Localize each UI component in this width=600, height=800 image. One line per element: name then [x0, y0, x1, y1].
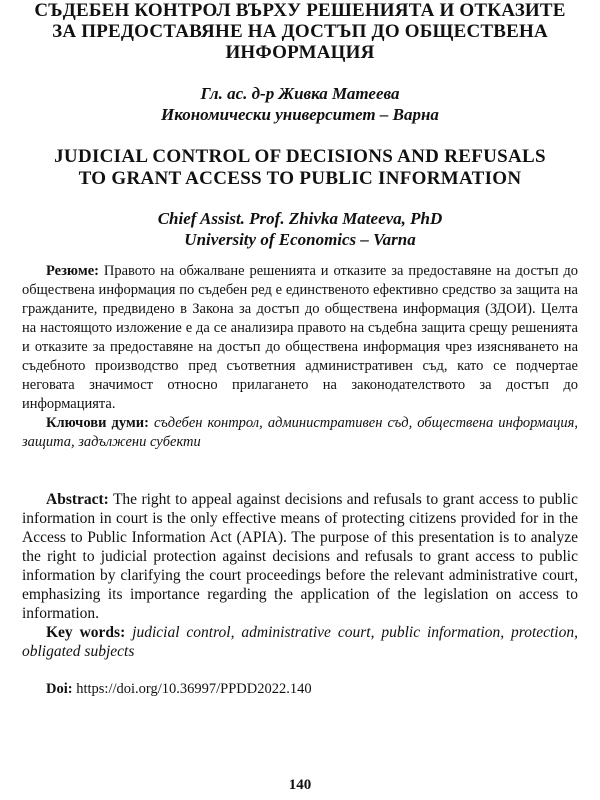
english-title-line: JUDICIAL CONTROL OF DECISIONS AND REFUSALS [54, 146, 546, 167]
doi-label: Doi: [46, 681, 73, 697]
bulgarian-author-affiliation: Икономически университет – Варна [161, 105, 439, 124]
english-abstract-label: Abstract: [46, 491, 109, 508]
english-author-affiliation: University of Economics – Varna [184, 230, 416, 249]
bulgarian-abstract-paragraph [22, 262, 578, 414]
english-title [10, 146, 590, 190]
bulgarian-abstract [22, 262, 578, 452]
bulgarian-author-block [10, 83, 590, 125]
bulgarian-keywords-label: Ключови думи: [46, 415, 149, 431]
bulgarian-keywords-text: съдебен контрол, административен съд, обществена информация, защита, задължени субекти [22, 415, 578, 450]
english-abstract-text: The right to appeal against decisions and refusals to grant access to public information in court is the only effective means of protecting citizens provided for in the Access to Public Information Act (APIA). The purpose of this presentation is to analyze the right to judicial protection against decisions and refusals to grant access to public information by clarifying the court proceedings before the relevant administrative court, emphasizing its importance regarding the application of the legislation on access to information. [22, 491, 578, 622]
bulgarian-abstract-text: Правото на обжалване решенията и отказите за предоставяне на достъп до обществена информация по съдебен ред е единственото ефективно средство за защита на гражданите, предвидено в Закона за достъп до обществена информация (ЗДОИ). Целта на настоящото изложение е да се анализира правото на съдебна защита срещу решенията и отказите за предоставяне на достъп до обществена информация чрез изясняването на съдебното производство пред съответния административен съд, като се подчертае неговата значимост относно прилагането на законодателството за достъп до информацията. [22, 263, 578, 412]
english-keywords-text: judicial control, administrative court, public information, protection, obligated subjects [22, 624, 578, 660]
english-author-block [10, 208, 590, 250]
bulgarian-title [10, 0, 590, 63]
bulgarian-keywords-paragraph [22, 414, 578, 452]
bulgarian-title-line: ЗА ПРЕДОСТАВЯНЕ НА ДОСТЪП ДО ОБЩЕСТВЕНА [52, 21, 548, 42]
english-abstract [22, 490, 578, 661]
english-abstract-paragraph [22, 490, 578, 623]
doi-line [46, 680, 312, 698]
doi-value: https://doi.org/10.36997/PPDD2022.140 [72, 681, 312, 697]
english-keywords-label: Key words: [46, 624, 126, 641]
bulgarian-title-line: ИНФОРМАЦИЯ [225, 42, 375, 63]
bulgarian-title-line: СЪДЕБЕН КОНТРОЛ ВЪРХУ РЕШЕНИЯТА И ОТКАЗИТЕ [34, 0, 566, 21]
bulgarian-abstract-label: Резюме: [46, 263, 99, 279]
bulgarian-author-name: Гл. ас. д-р Живка Матеева [200, 84, 400, 103]
english-keywords-paragraph [22, 623, 578, 661]
english-title-line: TO GRANT ACCESS TO PUBLIC INFORMATION [78, 168, 522, 189]
english-author-name: Chief Assist. Prof. Zhivka Mateeva, PhD [157, 209, 443, 228]
page-number: 140 [288, 777, 312, 793]
